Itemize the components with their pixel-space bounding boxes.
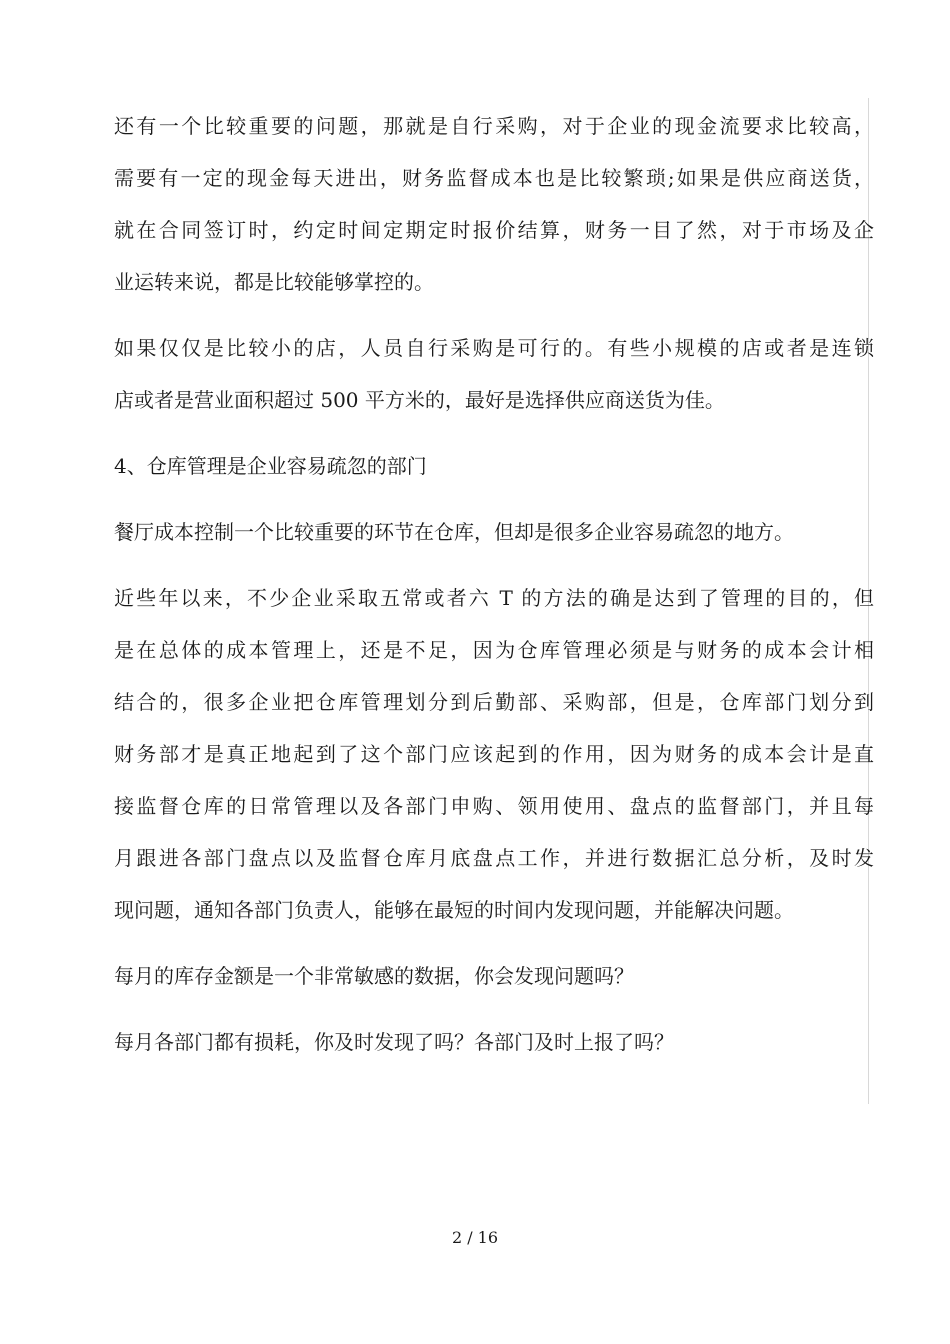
text-line: 店或者是营业面积超过 500 平方米的，最好是选择供应商送货为佳。 xyxy=(114,388,725,412)
document-body xyxy=(114,100,874,1068)
text-line: 近些年以来，不少企业采取五常或者六 T 的方法的确是达到了管理的目的，但 xyxy=(114,586,874,610)
text-line: 还有一个比较重要的问题，那就是自行采购，对于企业的现金流要求比较高， xyxy=(114,114,874,138)
text-line: 业运转来说，都是比较能够掌控的。 xyxy=(114,270,434,294)
text-line: 就在合同签订时，约定时间定期定时报价结算，财务一目了然，对于市场及企 xyxy=(114,218,874,242)
text-line: 是在总体的成本管理上，还是不足，因为仓库管理必须是与财务的成本会计相 xyxy=(114,638,874,662)
text-line: 月跟进各部门盘点以及监督仓库月底盘点工作，并进行数据汇总分析，及时发 xyxy=(114,846,874,870)
paragraph-small-store xyxy=(114,322,874,426)
page-number: 2 / 16 xyxy=(451,1228,499,1247)
text-line: 餐厅成本控制一个比较重要的环节在仓库，但却是很多企业容易疏忽的地方。 xyxy=(114,520,794,544)
text-line: 接监督仓库的日常管理以及各部门申购、领用使用、盘点的监督部门，并且每 xyxy=(114,794,874,818)
text-line: 如果仅仅是比较小的店，人员自行采购是可行的。有些小规模的店或者是连锁 xyxy=(114,336,874,360)
text-line: 现问题，通知各部门负责人，能够在最短的时间内发现问题，并能解决问题。 xyxy=(114,898,794,922)
paragraph-warehouse-management xyxy=(114,572,874,936)
text-line: 结合的，很多企业把仓库管理划分到后勤部、采购部，但是，仓库部门划分到 xyxy=(114,690,874,714)
paragraph-loss-question xyxy=(114,1016,874,1068)
text-line: 每月各部门都有损耗，你及时发现了吗？各部门及时上报了吗？ xyxy=(114,1030,674,1054)
text-line: 财务部才是真正地起到了这个部门应该起到的作用，因为财务的成本会计是直 xyxy=(114,742,874,766)
section-heading xyxy=(114,440,874,492)
paragraph-self-procurement xyxy=(114,100,874,308)
paragraph-inventory-question xyxy=(114,950,874,1002)
section-heading-text: 4、仓库管理是企业容易疏忽的部门 xyxy=(114,454,427,478)
paragraph-warehouse-intro xyxy=(114,506,874,558)
text-line: 每月的库存金额是一个非常敏感的数据，你会发现问题吗？ xyxy=(114,964,634,988)
text-line: 需要有一定的现金每天进出，财务监督成本也是比较繁琐;如果是供应商送货， xyxy=(114,166,874,190)
